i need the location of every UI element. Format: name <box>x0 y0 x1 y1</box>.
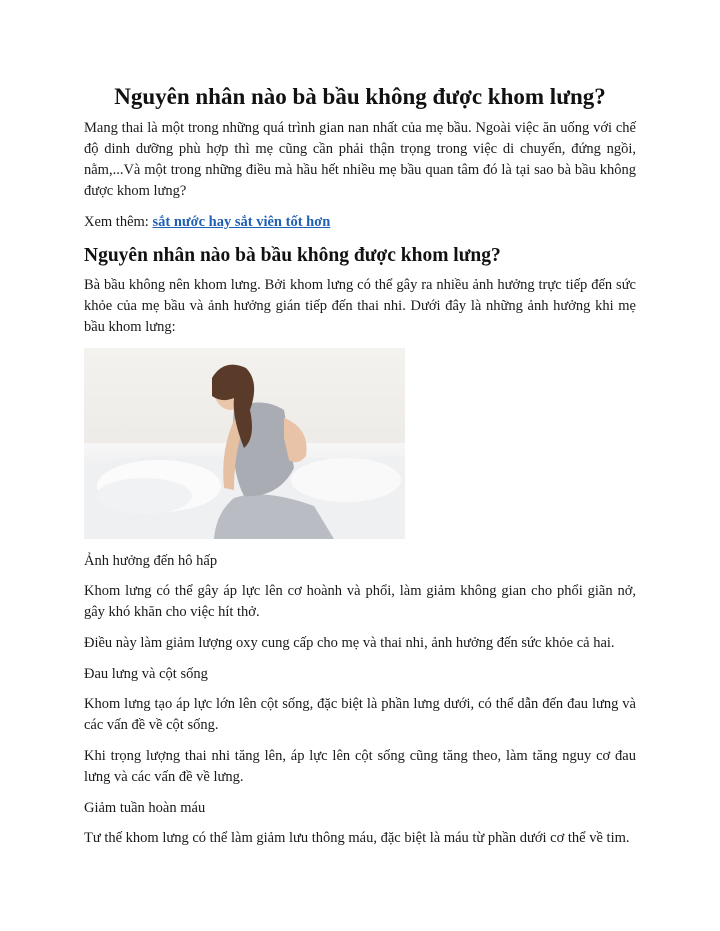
section-heading: Nguyên nhân nào bà bầu không được khom lưng? <box>84 245 501 266</box>
section-circulation <box>84 798 636 849</box>
subsection-title: Đau lưng và cột sống <box>84 666 208 682</box>
paragraph: Khi trọng lượng thai nhi tăng lên, áp lực lên cột sống cũng tăng theo, làm tăng nguy cơ đau lưng và các vấn đề về lưng. <box>84 748 636 785</box>
see-also-label: Xem thêm: <box>84 214 149 230</box>
intro-paragraph: Mang thai là một trong những quá trình gian nan nhất của mẹ bầu. Ngoài việc ăn uống với chế độ dinh dưỡng phù hợp thì mẹ cũng cần phải thận trọng trong việc di chuyển, đứng ngồi, nằm,...Và một trong những điều mà hầu hết nhiều mẹ bầu quan tâm đó là tại sao bà bầu không được khom lưng? <box>84 120 636 199</box>
article <box>84 82 636 859</box>
paragraph: Tư thế khom lưng có thể làm giảm lưu thông máu, đặc biệt là máu từ phần dưới cơ thể về tim. <box>84 830 630 846</box>
article-title: Nguyên nhân nào bà bầu không được khom lưng? <box>114 84 606 109</box>
section-breathing <box>84 551 636 654</box>
paragraph: Điều này làm giảm lượng oxy cung cấp cho mẹ và thai nhi, ảnh hưởng đến sức khỏe cả hai. <box>84 635 615 651</box>
see-also-link[interactable]: sắt nước hay sắt viên tốt hơn <box>152 214 331 230</box>
subsection-title: Giảm tuần hoàn máu <box>84 800 206 816</box>
paragraph: Khom lưng tạo áp lực lớn lên cột sống, đặc biệt là phần lưng dưới, có thể dẫn đến đau lưng và các vấn đề về cột sống. <box>84 696 636 733</box>
subsection-title: Ảnh hưởng đến hô hấp <box>84 553 218 569</box>
paragraph: Khom lưng có thể gây áp lực lên cơ hoành và phổi, làm giảm không gian cho phổi giãn nở, gây khó khăn cho việc hít thở. <box>84 583 636 620</box>
see-also-line <box>84 212 636 233</box>
section-back-spine <box>84 664 636 788</box>
lead-paragraph: Bà bầu không nên khom lưng. Bởi khom lưng có thể gây ra nhiều ảnh hưởng trực tiếp đến sức khỏe của mẹ bầu và ảnh hưởng gián tiếp đến thai nhi. Dưới đây là những ảnh hưởng khi mẹ bầu khom lưng: <box>84 277 636 335</box>
pregnant-woman-back-pain-photo <box>84 348 405 539</box>
